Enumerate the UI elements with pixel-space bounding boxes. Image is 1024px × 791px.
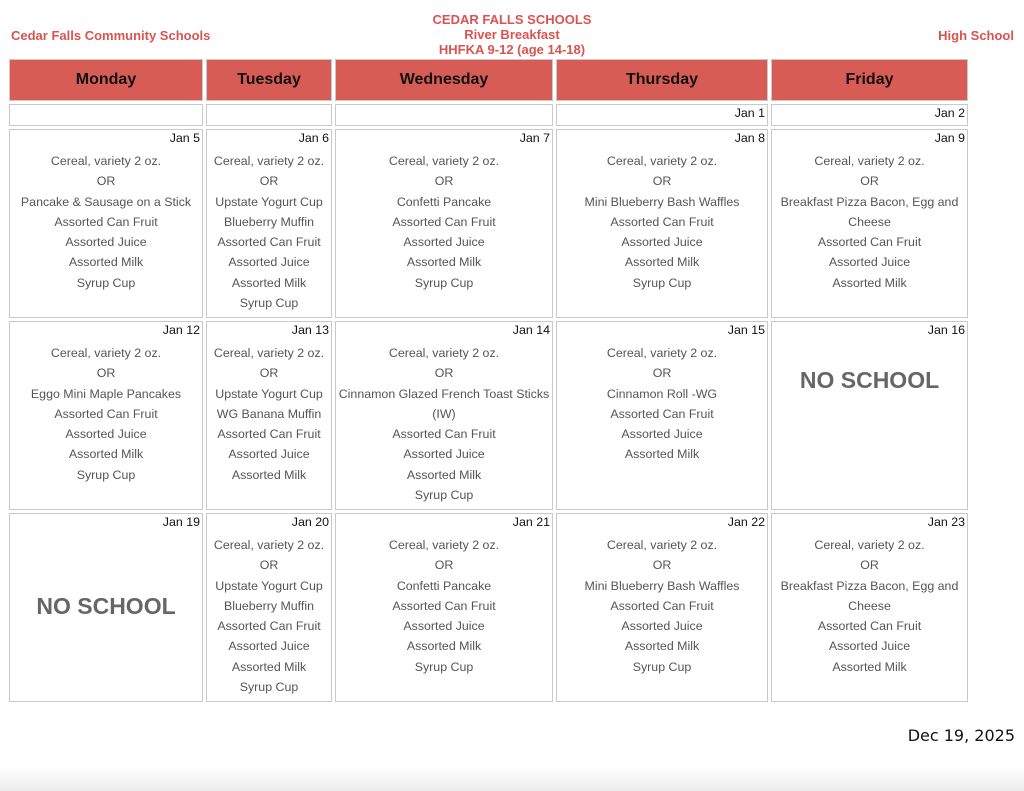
day-cell-thu bbox=[556, 321, 768, 510]
menu-item: Assorted Can Fruit bbox=[392, 598, 496, 613]
district-name: Cedar Falls Community Schools bbox=[11, 28, 211, 43]
menu-item: Syrup Cup bbox=[632, 659, 692, 674]
menu-item: OR bbox=[96, 174, 116, 189]
print-date: Dec 19, 2025 bbox=[907, 726, 1015, 745]
menu-item: Assorted Milk bbox=[624, 447, 700, 462]
day-cell-fri bbox=[771, 129, 968, 318]
menu-item: Mini Blueberry Bash Waffles bbox=[584, 194, 740, 209]
menu-item: Assorted Juice bbox=[621, 427, 703, 442]
menu-item: Syrup Cup bbox=[632, 275, 692, 290]
menu-item: Syrup Cup bbox=[76, 275, 136, 290]
day-cell bbox=[771, 104, 968, 126]
menu-item-list bbox=[336, 145, 552, 293]
menu-item: OR bbox=[434, 174, 454, 189]
day-date: Jan 12 bbox=[162, 323, 200, 337]
menu-item: Cereal, variety 2 oz. bbox=[213, 154, 325, 168]
menu-item: Cereal, variety 2 oz. bbox=[814, 154, 925, 168]
menu-item: Upstate Yogurt Cup bbox=[215, 194, 323, 209]
menu-item: Syrup Cup bbox=[414, 488, 474, 503]
day-cell-fri bbox=[771, 513, 968, 702]
day-cell-empty bbox=[206, 104, 332, 126]
day-date: Jan 8 bbox=[734, 131, 765, 145]
menu-item: OR bbox=[96, 366, 116, 381]
menu-item: Assorted Milk bbox=[68, 447, 144, 462]
grade-group: HHFKA 9-12 (age 14-18) bbox=[438, 42, 586, 57]
menu-item-list bbox=[557, 145, 767, 293]
menu-item: OR bbox=[652, 174, 672, 189]
menu-item: Assorted Milk bbox=[406, 639, 482, 654]
day-cell-wed bbox=[335, 321, 553, 510]
menu-item-list bbox=[336, 529, 552, 677]
menu-item: Cereal, variety 2 oz. bbox=[50, 346, 162, 360]
week-row bbox=[9, 321, 968, 510]
menu-item: Cereal, variety 2 oz. bbox=[50, 154, 162, 168]
menu-item-list bbox=[10, 337, 202, 485]
day-header-friday: Friday bbox=[771, 59, 968, 101]
page-bottom-shadow bbox=[0, 766, 1024, 791]
day-cell-mon bbox=[9, 513, 203, 702]
menu-item: Assorted Juice bbox=[403, 619, 485, 634]
menu-item: OR bbox=[860, 174, 879, 189]
menu-item: Cereal, variety 2 oz. bbox=[814, 538, 925, 552]
day-date: Jan 16 bbox=[927, 323, 965, 337]
menu-item-list bbox=[557, 337, 767, 465]
menu-item: OR bbox=[259, 558, 279, 573]
menu-item: Assorted Juice bbox=[65, 235, 147, 250]
menu-item: OR bbox=[259, 174, 279, 189]
day-cell bbox=[556, 104, 768, 126]
day-cell-empty bbox=[9, 104, 203, 126]
no-school-label: NO SCHOOL bbox=[36, 593, 176, 619]
menu-title: CEDAR FALLS SCHOOLS bbox=[432, 12, 592, 27]
menu-item-list bbox=[207, 337, 331, 485]
menu-item-list bbox=[10, 145, 202, 293]
day-cell-mon bbox=[9, 129, 203, 318]
menu-item: Assorted Milk bbox=[231, 467, 307, 482]
menu-item-list bbox=[557, 529, 767, 677]
menu-item-list bbox=[207, 529, 331, 697]
menu-item-list bbox=[772, 145, 967, 293]
menu-item: Assorted Milk bbox=[832, 659, 907, 674]
menu-item: Assorted Can Fruit bbox=[610, 214, 714, 229]
menu-item: Upstate Yogurt Cup bbox=[215, 386, 323, 401]
week-row bbox=[9, 513, 968, 702]
day-date: Jan 22 bbox=[727, 515, 765, 529]
menu-item: Assorted Milk bbox=[231, 275, 307, 290]
menu-item: Cereal, variety 2 oz. bbox=[213, 346, 325, 360]
menu-item: Eggo Mini Maple Pancakes bbox=[30, 386, 182, 401]
menu-item: Assorted Can Fruit bbox=[217, 619, 321, 634]
menu-item: Assorted Can Fruit bbox=[392, 427, 496, 442]
menu-item: Assorted Milk bbox=[231, 659, 307, 674]
menu-item: Syrup Cup bbox=[414, 659, 474, 674]
menu-item: Assorted Juice bbox=[228, 255, 310, 270]
menu-item: OR bbox=[652, 366, 672, 381]
menu-item: Breakfast Pizza Bacon, Egg and Cheese bbox=[780, 578, 959, 613]
menu-item: Upstate Yogurt Cup bbox=[215, 578, 323, 593]
day-date: Jan 20 bbox=[291, 515, 329, 529]
menu-item: Assorted Juice bbox=[65, 427, 147, 442]
menu-item: Cereal, variety 2 oz. bbox=[606, 538, 718, 552]
menu-item: Assorted Juice bbox=[828, 639, 911, 654]
menu-item: Assorted Milk bbox=[624, 255, 700, 270]
menu-item: Syrup Cup bbox=[76, 467, 136, 482]
menu-item: Assorted Milk bbox=[832, 275, 907, 290]
menu-item: Assorted Can Fruit bbox=[817, 235, 922, 250]
menu-item: Blueberry Muffin bbox=[224, 214, 314, 229]
menu-item: Cereal, variety 2 oz. bbox=[606, 346, 718, 360]
no-school-label: NO SCHOOL bbox=[799, 367, 940, 393]
menu-item: Assorted Can Fruit bbox=[610, 598, 714, 613]
menu-calendar bbox=[6, 56, 971, 705]
menu-item: Assorted Milk bbox=[406, 255, 482, 270]
day-date: Jan 15 bbox=[727, 323, 765, 337]
menu-item-list bbox=[772, 529, 967, 677]
menu-item: Assorted Juice bbox=[403, 235, 485, 250]
menu-item: Assorted Can Fruit bbox=[610, 406, 714, 421]
day-date: Jan 1 bbox=[734, 106, 765, 120]
menu-item: Assorted Can Fruit bbox=[54, 214, 158, 229]
menu-item: Pancake & Sausage on a Stick bbox=[20, 194, 192, 209]
menu-item: Assorted Can Fruit bbox=[817, 619, 922, 634]
day-cell-tue bbox=[206, 513, 332, 702]
week-row-0 bbox=[9, 104, 968, 126]
menu-item: Cereal, variety 2 oz. bbox=[606, 154, 718, 168]
menu-item-list bbox=[207, 145, 331, 313]
day-date: Jan 21 bbox=[512, 515, 550, 529]
day-date: Jan 7 bbox=[519, 131, 550, 145]
menu-item: OR bbox=[860, 558, 879, 573]
menu-item: Syrup Cup bbox=[239, 680, 299, 695]
menu-item: Cereal, variety 2 oz. bbox=[388, 346, 500, 360]
day-cell-thu bbox=[556, 129, 768, 318]
menu-item: OR bbox=[652, 558, 672, 573]
menu-item: Cereal, variety 2 oz. bbox=[213, 538, 325, 552]
menu-item: Assorted Can Fruit bbox=[54, 406, 158, 421]
day-date: Jan 13 bbox=[291, 323, 329, 337]
menu-item: Assorted Can Fruit bbox=[217, 427, 321, 442]
day-header-tuesday: Tuesday bbox=[206, 59, 332, 101]
day-date: Jan 2 bbox=[934, 106, 965, 120]
school-level: High School bbox=[938, 28, 1014, 43]
menu-name: River Breakfast bbox=[464, 27, 560, 42]
menu-item: Syrup Cup bbox=[239, 296, 299, 311]
menu-item: Mini Blueberry Bash Waffles bbox=[584, 578, 740, 593]
day-cell-wed bbox=[335, 513, 553, 702]
day-cell-tue bbox=[206, 129, 332, 318]
menu-item: Assorted Juice bbox=[403, 447, 485, 462]
menu-item: Assorted Milk bbox=[68, 255, 144, 270]
menu-item: Assorted Can Fruit bbox=[392, 214, 496, 229]
day-date: Jan 9 bbox=[934, 131, 965, 145]
day-header-monday: Monday bbox=[9, 59, 203, 101]
menu-item: Assorted Juice bbox=[228, 639, 310, 654]
menu-item: OR bbox=[259, 366, 279, 381]
menu-item: Syrup Cup bbox=[414, 275, 474, 290]
menu-item: Assorted Juice bbox=[621, 619, 703, 634]
day-header-thursday: Thursday bbox=[556, 59, 768, 101]
menu-item: Breakfast Pizza Bacon, Egg and Cheese bbox=[780, 194, 959, 229]
menu-item: Cereal, variety 2 oz. bbox=[388, 538, 500, 552]
day-cell-empty bbox=[335, 104, 553, 126]
menu-item: Cinnamon Roll -WG bbox=[606, 386, 718, 401]
menu-title-block bbox=[0, 12, 1024, 57]
day-cell-mon bbox=[9, 321, 203, 510]
week-row bbox=[9, 129, 968, 318]
day-cell-tue bbox=[206, 321, 332, 510]
menu-item: Assorted Juice bbox=[621, 235, 703, 250]
day-header-wednesday: Wednesday bbox=[335, 59, 553, 101]
day-cell-thu bbox=[556, 513, 768, 702]
menu-item: Cereal, variety 2 oz. bbox=[388, 154, 500, 168]
menu-item: Assorted Juice bbox=[828, 255, 911, 270]
day-date: Jan 23 bbox=[927, 515, 965, 529]
menu-item: Assorted Milk bbox=[406, 467, 482, 482]
day-date: Jan 5 bbox=[169, 131, 200, 145]
day-cell-fri bbox=[771, 321, 968, 510]
menu-item-list bbox=[336, 337, 552, 505]
menu-item: OR bbox=[434, 366, 454, 381]
menu-item: Cinnamon Glazed French Toast Sticks (IW) bbox=[338, 386, 550, 421]
menu-item: Assorted Juice bbox=[228, 447, 310, 462]
menu-item: Assorted Milk bbox=[624, 639, 700, 654]
menu-item: OR bbox=[434, 558, 454, 573]
weekday-header-row bbox=[9, 59, 968, 101]
day-date: Jan 19 bbox=[162, 515, 200, 529]
menu-item: Blueberry Muffin bbox=[224, 598, 314, 613]
day-cell-wed bbox=[335, 129, 553, 318]
menu-item: Confetti Pancake bbox=[396, 194, 492, 209]
day-date: Jan 14 bbox=[512, 323, 550, 337]
menu-item: Confetti Pancake bbox=[396, 578, 492, 593]
day-date: Jan 6 bbox=[298, 131, 329, 145]
menu-item: WG Banana Muffin bbox=[216, 406, 322, 421]
menu-item: Assorted Can Fruit bbox=[217, 235, 321, 250]
